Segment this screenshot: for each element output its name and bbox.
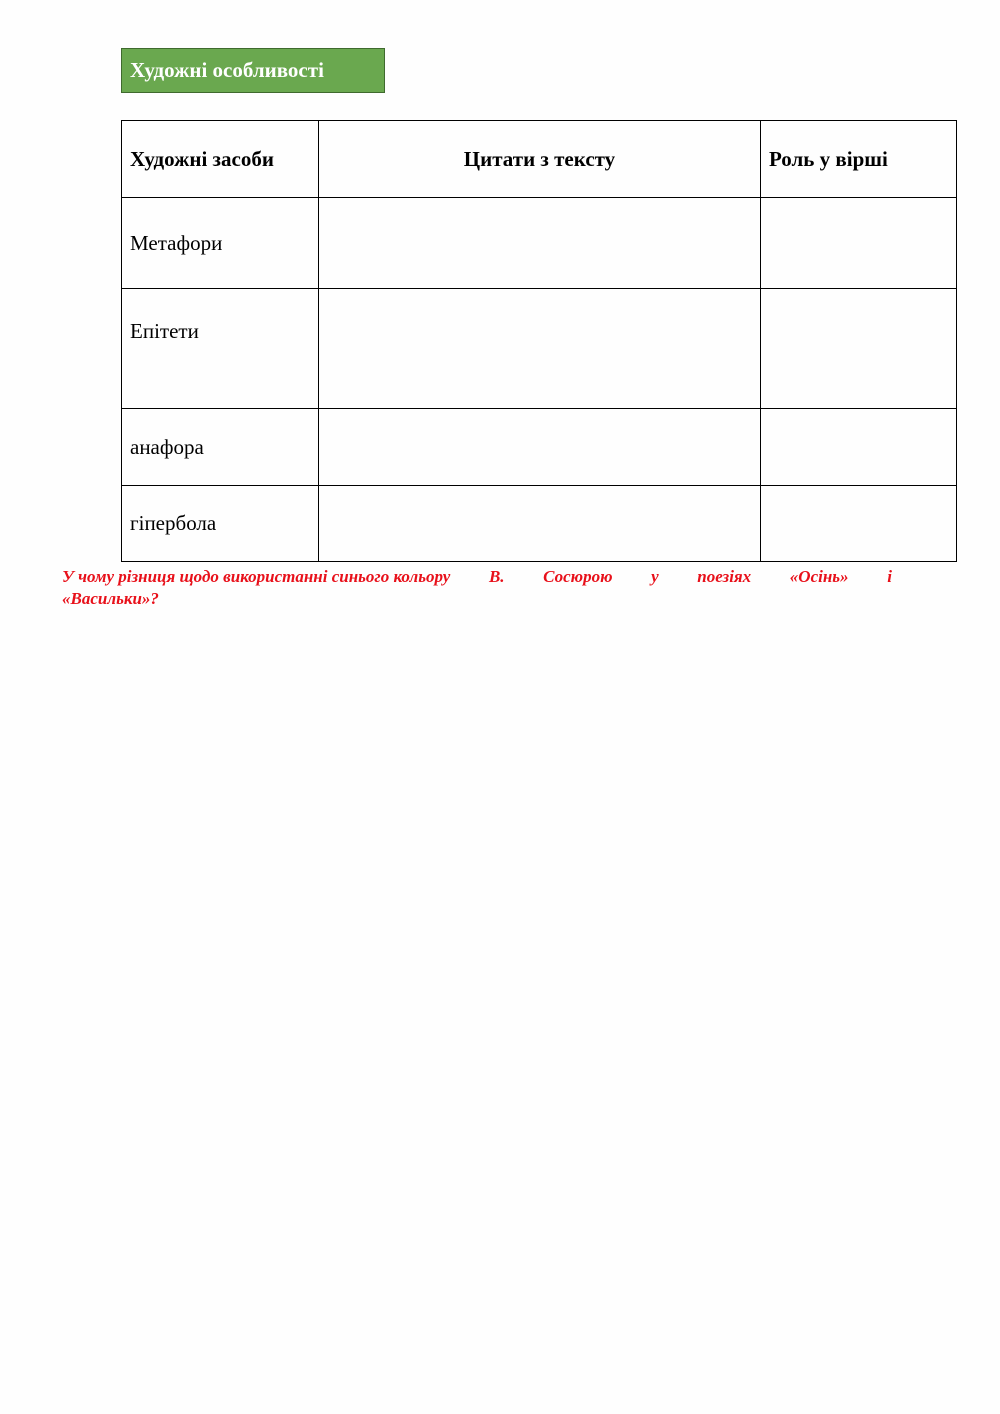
column-header-role: Роль у вірші [761,121,957,198]
column-header-quotes: Цитати з тексту [319,121,761,198]
question-part: Сосюрою [543,567,613,586]
question-text [62,566,892,610]
section-title-box [121,48,385,93]
table-row [122,409,957,486]
question-part: У чому різниця щодо використанні синього кольору [62,567,451,586]
quotes-cell[interactable] [319,486,761,562]
device-cell: Метафори [122,198,319,289]
table-row [122,198,957,289]
question-part: і [887,567,892,586]
table-header-row [122,121,957,198]
role-cell[interactable] [761,198,957,289]
quotes-cell[interactable] [319,289,761,409]
role-cell[interactable] [761,409,957,486]
quotes-cell[interactable] [319,409,761,486]
role-cell[interactable] [761,486,957,562]
question-part: у [651,567,659,586]
device-cell: анафора [122,409,319,486]
question-line-1 [62,566,892,588]
device-cell: Епітети [122,289,319,409]
device-cell: гіпербола [122,486,319,562]
question-part: В. [488,567,505,586]
question-part: «Осінь» [789,567,849,586]
table-row [122,289,957,409]
question-line-2: «Васильки»? [62,589,159,608]
section-title: Художні особливості [130,58,324,82]
role-cell[interactable] [761,289,957,409]
question-part: поезіях [697,567,752,586]
table-row [122,486,957,562]
literary-devices-table [121,120,957,562]
quotes-cell[interactable] [319,198,761,289]
column-header-devices: Художні засоби [122,121,319,198]
